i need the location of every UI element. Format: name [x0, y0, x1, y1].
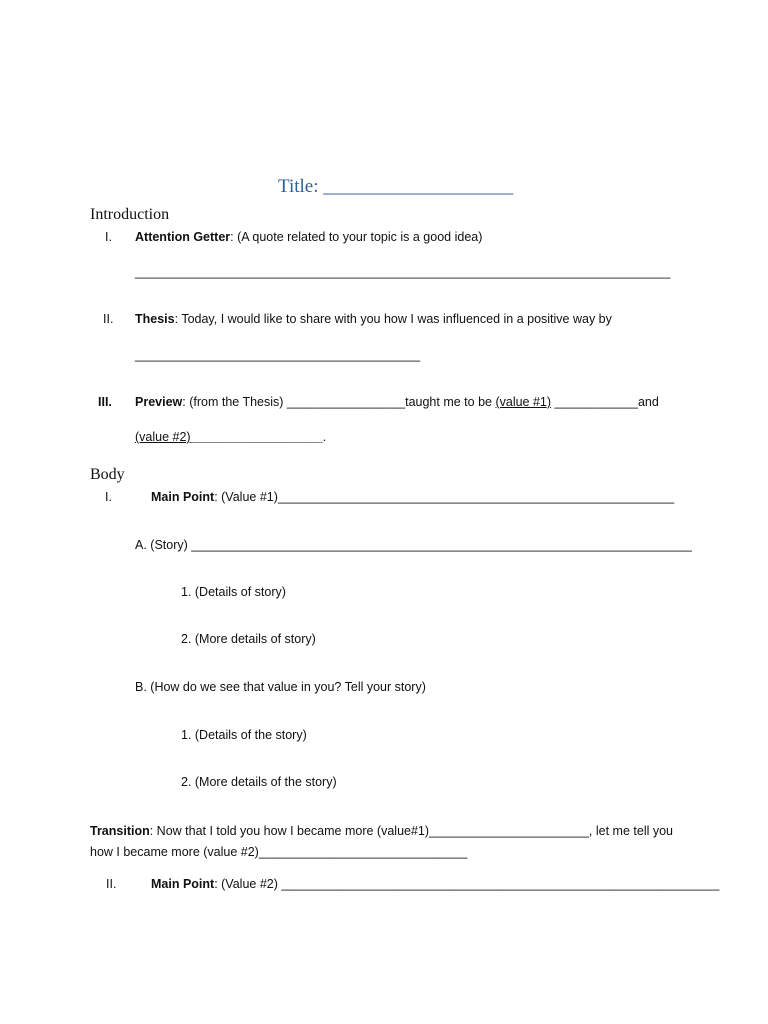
document-title: Title: ____________________ — [278, 176, 514, 197]
intro-item-1-numeral: I. — [105, 230, 112, 244]
main-point-2-label: Main Point — [151, 877, 215, 891]
intro-item-3 — [135, 395, 659, 409]
thesis-label: Thesis — [135, 312, 175, 326]
body-heading: Body — [90, 466, 125, 483]
story-b-detail-2: 2. (More details of the story) — [181, 775, 337, 789]
preview-text-b: ____________and — [551, 395, 659, 409]
main-point-2-numeral: II. — [106, 877, 117, 891]
preview-value-2: (value #2) — [135, 430, 191, 444]
thesis-blank: _________________________________________ — [135, 348, 421, 362]
preview-text-a: : (from the Thesis) _________________taught me to be — [182, 395, 496, 409]
main-point-1-text: : (Value #1)_________________________________________________________ — [214, 490, 675, 504]
transition-line-1 — [90, 824, 673, 838]
main-point-2 — [151, 877, 719, 891]
main-point-1-label: Main Point — [151, 490, 215, 504]
intro-item-1 — [135, 230, 482, 244]
attention-getter-label: Attention Getter — [135, 230, 231, 244]
story-a-detail-1: 1. (Details of story) — [181, 585, 286, 599]
transition-line-2: how I became more (value #2)______________________________ — [90, 845, 468, 859]
intro-item-3-numeral: III. — [98, 395, 112, 409]
story-b: B. (How do we see that value in you? Tell your story) — [135, 680, 426, 694]
main-point-2-text: : (Value #2) _______________________________________________________________ — [214, 877, 720, 891]
attention-getter-text: : (A quote related to your topic is a good idea) — [230, 230, 483, 244]
preview-line-2 — [135, 430, 326, 444]
preview-label: Preview — [135, 395, 183, 409]
story-a-detail-2: 2. (More details of story) — [181, 632, 316, 646]
intro-item-2-numeral: II. — [103, 312, 114, 326]
main-point-1 — [151, 490, 674, 504]
intro-item-2 — [135, 312, 612, 326]
thesis-text: : Today, I would like to share with you how I was influenced in a positive way by — [174, 312, 612, 326]
transition-label: Transition — [90, 824, 150, 838]
transition-text-1: : Now that I told you how I became more (value#1)_______________________, let me tell you — [149, 824, 673, 838]
story-a: A. (Story) ________________________________________________________________________ — [135, 538, 692, 552]
attention-getter-blank: _____________________________________________________________________________ — [135, 265, 671, 279]
main-point-1-numeral: I. — [105, 490, 112, 504]
preview-value-2-blank: ___________________ — [190, 430, 323, 444]
story-b-detail-1: 1. (Details of the story) — [181, 728, 307, 742]
preview-value-1: (value #1) — [495, 395, 552, 409]
preview-end: . — [322, 430, 327, 444]
introduction-heading: Introduction — [90, 206, 170, 223]
